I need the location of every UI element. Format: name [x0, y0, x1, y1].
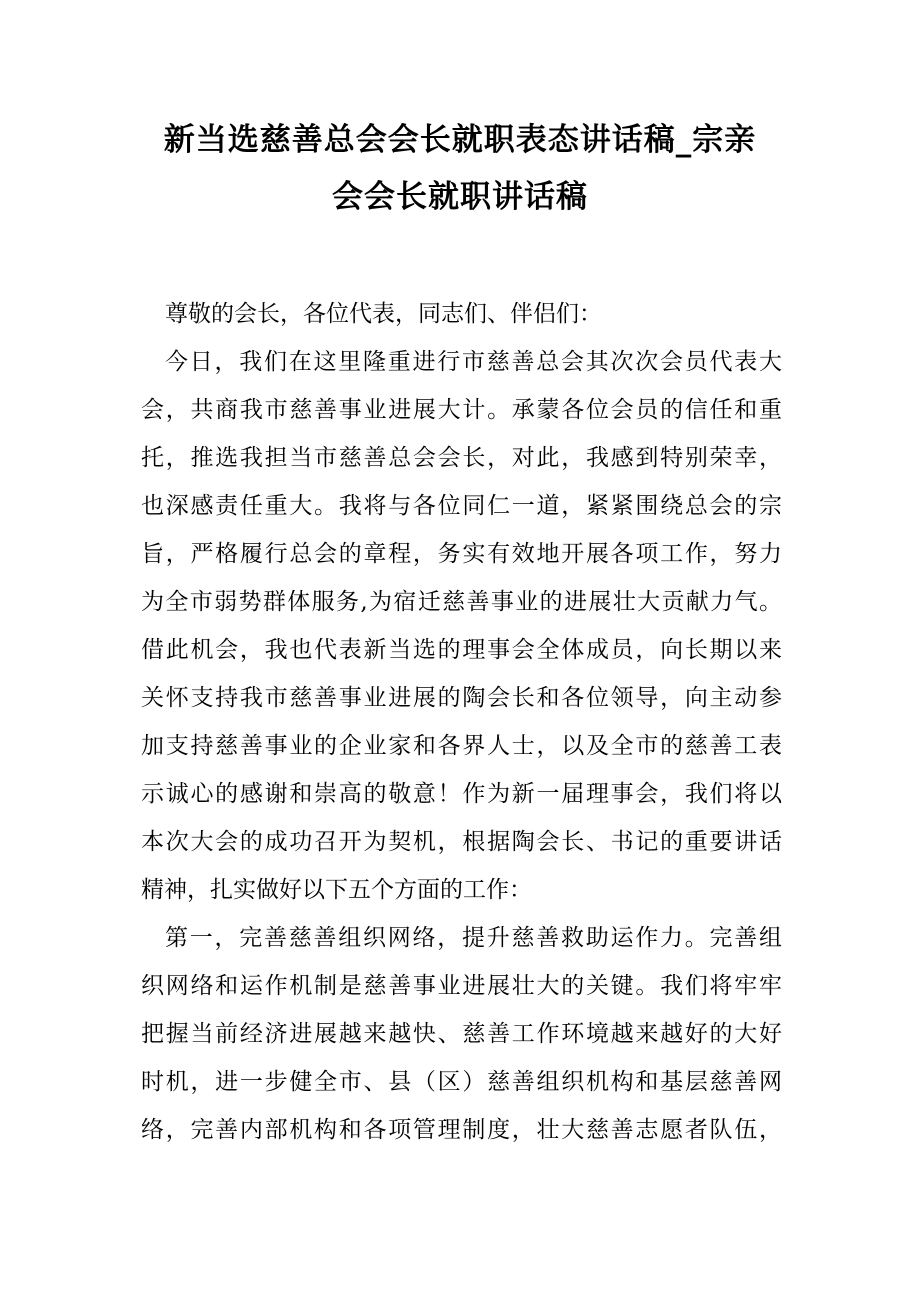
document-body	[141, 290, 782, 1154]
text-line: 关怀支持我市慈善事业进展的陶会长和各位领导，向主动参	[141, 685, 782, 711]
text-line: 加支持慈善事业的企业家和各界人士，以及全市的慈善工表	[141, 733, 782, 759]
text-line: 示诚心的感谢和崇高的敬意！作为新一届理事会，我们将以	[141, 781, 782, 807]
paragraph-salutation	[141, 290, 782, 338]
text-line: 络，完善内部机构和各项管理制度，壮大慈善志愿者队伍，	[141, 1117, 782, 1143]
text-line: 织网络和运作机制是慈善事业进展壮大的关键。我们将牢牢	[141, 973, 782, 999]
text-line: 本次大会的成功召开为契机，根据陶会长、书记的重要讲话	[141, 829, 782, 855]
text-line: 精神，扎实做好以下五个方面的工作：	[141, 877, 532, 903]
text-line: 尊敬的会长，各位代表，同志们、伴侣们：	[165, 301, 602, 327]
text-line: 借此机会，我也代表新当选的理事会全体成员，向长期以来	[141, 637, 782, 663]
text-line: 今日，我们在这里隆重进行市慈善总会其次次会员代表大	[165, 349, 782, 375]
text-line: 旨，严格履行总会的章程，务实有效地开展各项工作，努力	[141, 541, 782, 567]
text-line: 会，共商我市慈善事业进展大计。承蒙各位会员的信任和重	[141, 397, 782, 423]
paragraph-first-point	[141, 914, 782, 1154]
text-line: 为全市弱势群体服务,为宿迁慈善事业的进展壮大贡献力气。	[141, 589, 782, 615]
title-line-1: 新当选慈善总会会长就职表态讲话稿_宗亲	[163, 122, 757, 158]
text-line: 时机，进一步健全市、县（区）慈善组织机构和基层慈善网	[141, 1069, 782, 1095]
paragraph-opening	[141, 338, 782, 914]
text-line: 托，推选我担当市慈善总会会长，对此，我感到特别荣幸，	[141, 445, 782, 471]
text-line: 把握当前经济进展越来越快、慈善工作环境越来越好的大好	[141, 1021, 782, 1047]
text-line: 第一，完善慈善组织网络，提升慈善救助运作力。完善组	[165, 925, 782, 951]
text-line: 也深感责任重大。我将与各位同仁一道，紧紧围绕总会的宗	[141, 493, 782, 519]
document-title	[130, 112, 790, 226]
title-line-2: 会会长就职讲话稿	[332, 179, 588, 215]
